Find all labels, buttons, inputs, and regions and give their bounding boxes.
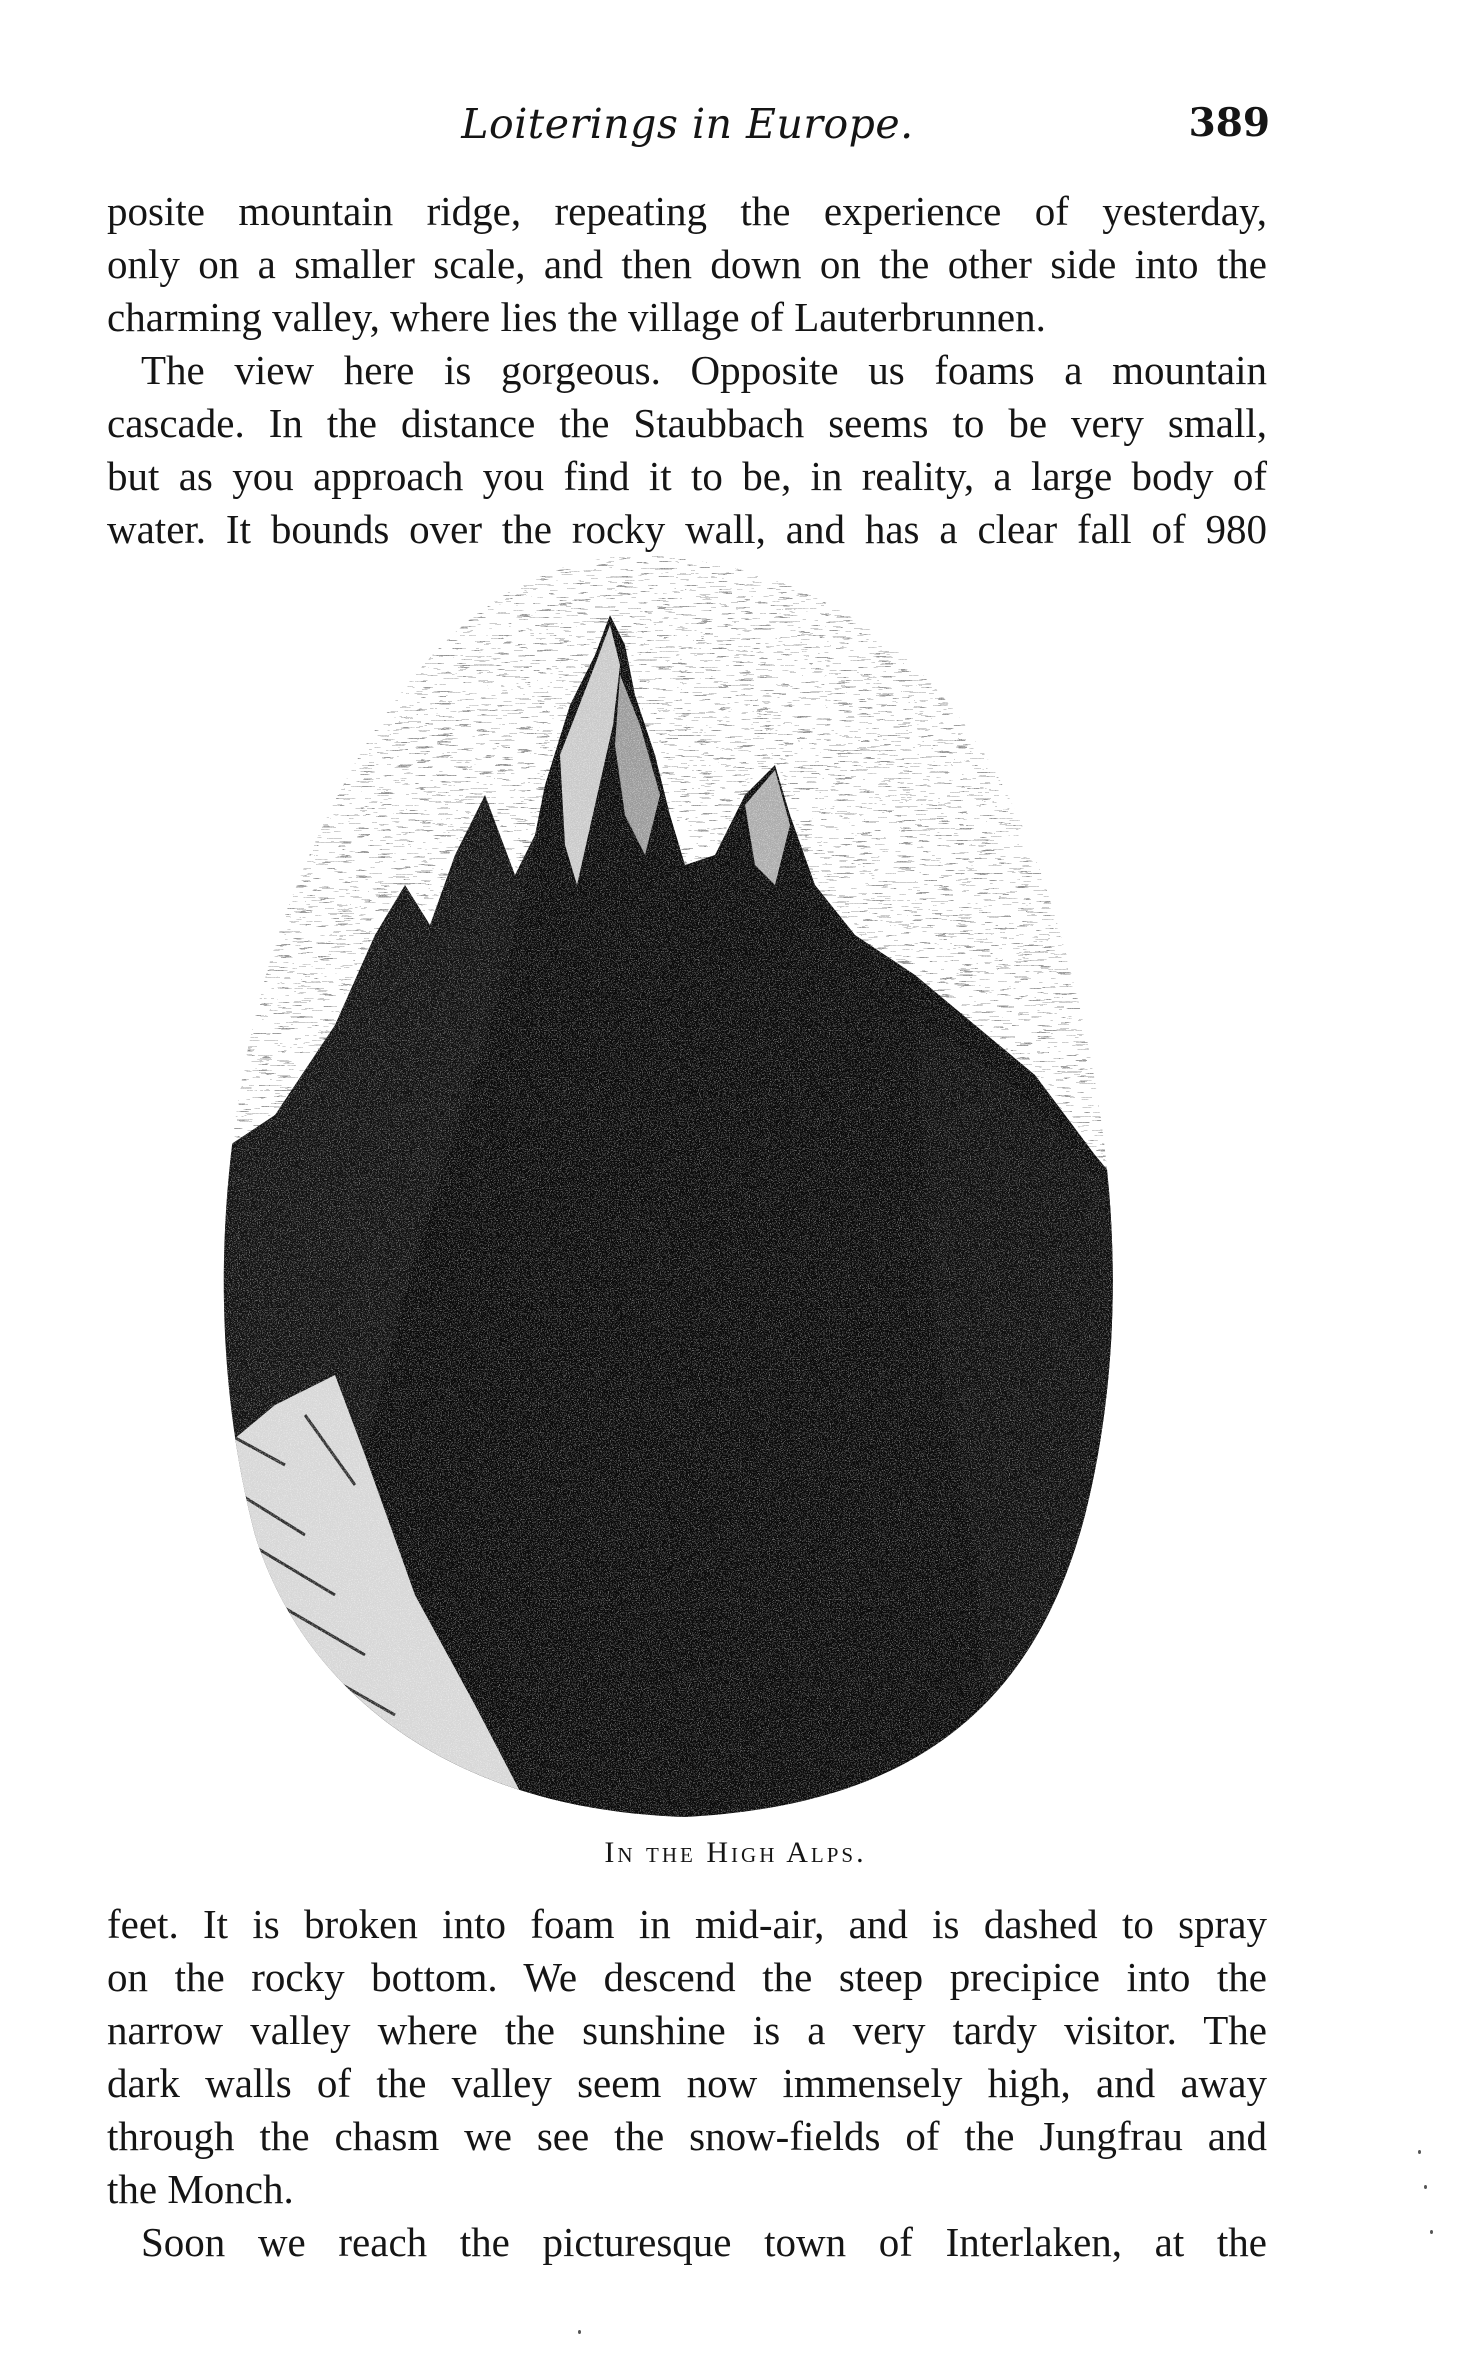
mountain-engraving-illustration	[215, 555, 1145, 1820]
print-speck	[1430, 2230, 1433, 2234]
text-line: but as you approach you find it to be, in reality, a large body of	[107, 453, 1267, 499]
running-head	[105, 100, 1270, 160]
text-line: the Monch.	[107, 2166, 294, 2212]
print-speck	[578, 2330, 581, 2334]
print-speck	[1418, 2150, 1421, 2154]
print-speck	[1424, 2185, 1427, 2189]
text-line: water. It bounds over the rocky wall, and has a clear fall of 980	[107, 506, 1267, 552]
running-title: Loiterings in Europe.	[461, 100, 914, 148]
text-line: only on a smaller scale, and then down on the other side into the	[107, 241, 1267, 287]
text-block-top	[107, 185, 1267, 556]
text-line: feet. It is broken into foam in mid-air, and is dashed to spray	[107, 1901, 1267, 1947]
text-line: posite mountain ridge, repeating the experience of yesterday,	[107, 188, 1267, 234]
text-line: charming valley, where lies the village of Lauterbrunnen.	[107, 294, 1046, 340]
text-line: on the rocky bottom. We descend the steep precipice into the	[107, 1954, 1267, 2000]
text-line: narrow valley where the sunshine is a very tardy visitor. The	[107, 2007, 1267, 2053]
text-line: through the chasm we see the snow-fields of the Jungfrau and	[107, 2113, 1267, 2159]
page-number: 389	[1188, 100, 1270, 146]
figure-caption: In the High Alps.	[604, 1836, 867, 1869]
text-line: cascade. In the distance the Staubbach seems to be very small,	[107, 400, 1267, 446]
text-line: Soon we reach the picturesque town of Interlaken, at the	[141, 2219, 1267, 2265]
text-block-bottom	[107, 1898, 1267, 2269]
text-line: dark walls of the valley seem now immensely high, and away	[107, 2060, 1267, 2106]
text-line: The view here is gorgeous. Opposite us foams a mountain	[141, 347, 1267, 393]
